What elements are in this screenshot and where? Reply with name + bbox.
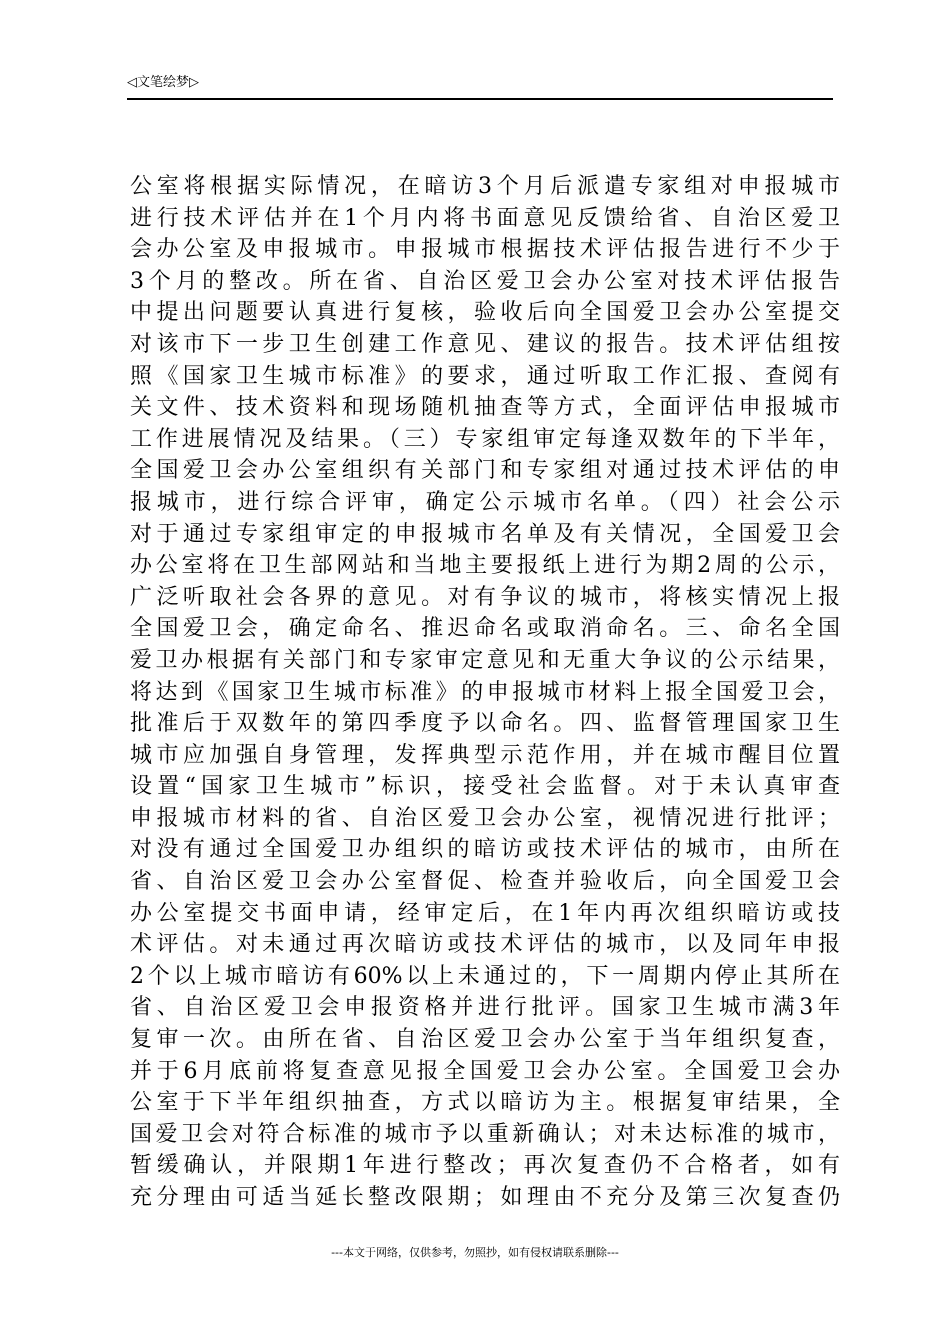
body-line: 会办公室及申报城市。申报城市根据技术评估报告进行不少于: [130, 237, 840, 263]
body-line: 全国爱卫会办公室组织有关部门和专家组对通过技术评估的申: [130, 458, 840, 484]
body-line: 批准后于双数年的第四季度予以命名。四、监督管理国家卫生: [130, 711, 840, 737]
body-line: 2个以上城市暗访有60%以上未通过的，下一周期内停止其所在: [130, 963, 840, 989]
body-line: 广泛听取社会各界的意见。对有争议的城市，将核实情况上报: [130, 584, 840, 610]
body-line: 办公室提交书面申请，经审定后，在1年内再次组织暗访或技: [130, 900, 840, 926]
body-line: 省、自治区爱卫会办公室督促、检查并验收后，向全国爱卫会: [130, 869, 840, 895]
body-line: 公室将根据实际情况，在暗访3个月后派遣专家组对申报城市: [130, 174, 840, 199]
body-line: 国爱卫会对符合标准的城市予以重新确认；对未达标准的城市，: [130, 1121, 840, 1147]
body-line: 并于6月底前将复查意见报全国爱卫会办公室。全国爱卫会办: [130, 1058, 840, 1084]
body-line: 中提出问题要认真进行复核，验收后向全国爱卫会办公室提交: [130, 300, 840, 326]
body-line: 申报城市材料的省、自治区爱卫会办公室，视情况进行批评；: [130, 805, 840, 831]
document-body: [130, 171, 840, 1214]
body-line: 暂缓确认，并限期1年进行整改；再次复查仍不合格者，如有: [130, 1153, 840, 1179]
body-line: 报城市，进行综合评审，确定公示城市名单。（四）社会公示: [130, 489, 840, 515]
body-line: 工作进展情况及结果。（三）专家组审定每逢双数年的下半年，: [130, 426, 840, 452]
body-line: 3个月的整改。所在省、自治区爱卫会办公室对技术评估报告: [130, 268, 840, 294]
body-line: 关文件、技术资料和现场随机抽查等方式，全面评估申报城市: [130, 395, 840, 421]
body-line: 对没有通过全国爱卫办组织的暗访或技术评估的城市，由所在: [130, 837, 840, 863]
page-header: [127, 72, 833, 100]
body-line: 公室于下半年组织抽查，方式以暗访为主。根据复审结果，全: [130, 1090, 840, 1116]
body-line: 办公室将在卫生部网站和当地主要报纸上进行为期2周的公示，: [130, 553, 840, 579]
body-line: 将达到《国家卫生城市标准》的申报城市材料上报全国爱卫会，: [130, 679, 840, 705]
body-line: 全国爱卫会，确定命名、推迟命名或取消命名。三、命名全国: [130, 616, 840, 642]
body-line: 省、自治区爱卫会申报资格并进行批评。国家卫生城市满3年: [130, 995, 840, 1021]
body-line: 对该市下一步卫生创建工作意见、建议的报告。技术评估组按: [130, 331, 840, 357]
body-line: 设置“国家卫生城市”标识，接受社会监督。对于未认真审查: [130, 774, 840, 800]
body-line: 城市应加强自身管理，发挥典型示范作用，并在城市醒目位置: [130, 742, 840, 768]
body-line: 爱卫办根据有关部门和专家审定意见和无重大争议的公示结果，: [130, 647, 840, 673]
body-line: 照《国家卫生城市标准》的要求，通过听取工作汇报、查阅有: [130, 363, 840, 389]
body-line: 充分理由可适当延长整改限期；如理由不充分及第三次复查仍: [130, 1185, 840, 1210]
body-line: 对于通过专家组审定的申报城市名单及有关情况，全国爱卫会: [130, 521, 840, 547]
body-line: 复审一次。由所在省、自治区爱卫会办公室于当年组织复查，: [130, 1027, 840, 1053]
body-line: 进行技术评估并在1个月内将书面意见反馈给省、自治区爱卫: [130, 205, 840, 231]
header-title: ◁文笔绘梦▷: [127, 75, 199, 90]
body-line: 术评估。对未通过再次暗访或技术评估的城市，以及同年申报: [130, 932, 840, 958]
page-footer: ---本文于网络，仅供参考，勿照抄，如有侵权请联系删除---: [331, 1246, 619, 1259]
